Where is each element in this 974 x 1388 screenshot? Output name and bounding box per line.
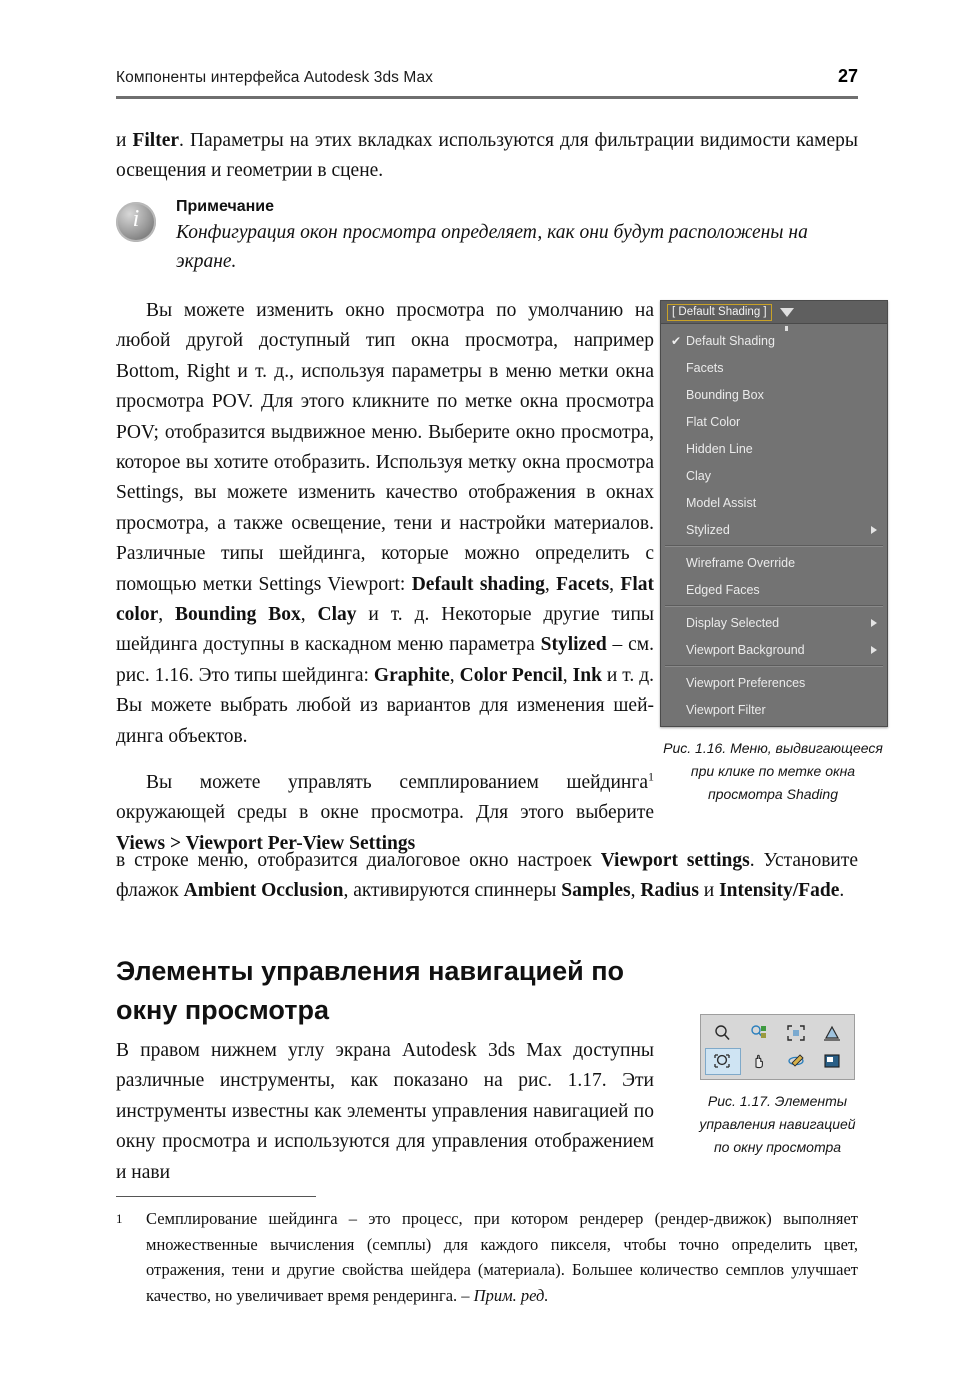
note-body — [176, 198, 858, 276]
zoom-extents-icon[interactable] — [778, 1019, 814, 1047]
menu-item[interactable] — [661, 669, 887, 696]
menu-separator — [665, 545, 883, 547]
paragraph-viewport-shading: Вы можете изменить окно просмотра по умолчанию на любой другой доступный тип окна просмотра, например Bottom, Right и т. д., используя параметры в меню метки окна просмотра POV. Для этого кликните по метке окна просмотра POV; отобразится выдвижное меню. Выберите окно просмотра, которое вы хотите отобразить. Используя метку окна просмотра Settings, вы можете изменить качество отображения в окнах просмотра, а также освещение, тени и настройки материалов. Различные типы шейдинга, которые можно определить с помощью метки Settings Viewport: Default shading, Facets, Flat color, Bounding Box, Clay и т. д. Некоторые другие типы шейдинга доступны в каскадном меню параметра Stylized – см. рис. 1.16. Это типы шейдинга: Graphite, Color Pencil, Ink и т. д. Вы можете выбрать любой из вариантов для изменения шейдинга объектов. — [116, 300, 655, 747]
menu-item-label: Default Shading — [686, 333, 775, 348]
page-number: 27 — [837, 66, 858, 86]
footnote-number: 1 — [116, 1211, 123, 1226]
figure-1-17-caption: Рис. 1.17. Элементы управления навигацией по окну просмотра — [699, 1093, 856, 1155]
menu-item[interactable] — [661, 489, 887, 516]
figure-1-17 — [690, 1014, 865, 1159]
menu-item[interactable] — [661, 516, 887, 543]
menu-item[interactable] — [661, 381, 887, 408]
menu-item[interactable] — [661, 696, 887, 723]
menu-item-label: Model Assist — [686, 495, 757, 510]
menu-item-label: Bounding Box — [686, 387, 764, 402]
paragraph-navigation: В правом нижнем углу экрана Autodesk 3ds Max доступны различные инструменты, как показано на рис. 1.17. Эти инструменты известны как элементы управления навигацией по окну просмотра и используются для управления отображением и нави — [116, 1040, 654, 1183]
paragraph-viewport-settings: в строке меню, отобразится диалоговое окно настроек Viewport settings. Установите флажок Ambient Occlusion, активируются спиннеры Samples, Radius и Intensity/Fade. — [116, 850, 859, 902]
menu-item[interactable] — [661, 327, 887, 354]
menu-item[interactable] — [661, 576, 887, 603]
menu-item-label: Wireframe Override — [686, 555, 796, 570]
menu-item-label: Hidden Line — [686, 441, 753, 456]
viewport-navigation-toolbar[interactable] — [700, 1014, 855, 1080]
menu-item[interactable] — [661, 462, 887, 489]
filter-funnel-icon[interactable] — [780, 308, 794, 317]
paragraph-intro: и Filter. Параметры на этих вкладках используются для фильтрации видимости камеры освещения и геометрии в сцене. — [116, 130, 858, 182]
menu-item-label: Stylized — [686, 522, 730, 537]
submenu-arrow-icon — [871, 619, 877, 627]
menu-item-label: Facets — [686, 360, 724, 375]
shading-menu-header — [661, 301, 887, 324]
footnote-text: Семплирование шейдинга – это процесс, при котором рендерер (рендер-движок) выполняет множественные вычисления (семплы) для каждого пикселя, чтобы точно определить цвет, отражения, тени и другие свойства шейдера (материала). Большее количество семплов улучшает качество, но увеличивает время рендеринга. – Прим. ред. — [146, 1209, 858, 1305]
section-heading: Элементы управления навигацией по окну просмотра — [116, 956, 625, 1025]
running-head — [116, 66, 858, 87]
info-icon — [116, 202, 156, 242]
checkmark-icon: ✔ — [670, 333, 682, 348]
footnote-divider — [116, 1196, 316, 1197]
note-text: Конфигурация окон просмотра определяет, как они будут расположены на экране. — [176, 222, 808, 272]
maximize-viewport-icon[interactable] — [815, 1048, 851, 1076]
menu-item[interactable] — [661, 609, 887, 636]
menu-item[interactable] — [661, 435, 887, 462]
paragraph-sampling: Вы можете управлять семплированием шейдинга$^1$ окружающей среды в окне просмотра. Для этого выберите Views > Viewport Per-View Settings — [116, 769, 654, 854]
menu-item-label: Display Selected — [686, 615, 780, 630]
menu-separator — [665, 665, 883, 667]
figure-1-16-caption: Рис. 1.16. Меню, выдвигающееся при клике по метке окна просмотра Shading — [663, 740, 883, 802]
zoom-all-icon[interactable] — [742, 1019, 778, 1047]
running-head-title: Компоненты интерфейса Autodesk 3ds Max — [116, 69, 434, 86]
submenu-arrow-icon — [871, 526, 877, 534]
note-title: Примечание — [176, 198, 275, 215]
menu-item-label: Flat Color — [686, 414, 741, 429]
menu-item[interactable] — [661, 354, 887, 381]
orbit-icon[interactable] — [778, 1048, 814, 1076]
menu-item-label: Clay — [686, 468, 712, 483]
shading-menu-label: [ Default Shading ] — [667, 304, 772, 321]
menu-item-label: Viewport Filter — [686, 702, 766, 717]
pan-icon[interactable] — [742, 1048, 778, 1076]
figure-1-16 — [660, 300, 886, 806]
shading-context-menu[interactable] — [660, 300, 888, 727]
zoom-region-icon[interactable] — [705, 1048, 741, 1076]
note-block — [116, 198, 858, 276]
header-divider — [116, 96, 858, 99]
menu-item[interactable] — [661, 549, 887, 576]
submenu-arrow-icon — [871, 646, 877, 654]
field-of-view-icon[interactable] — [815, 1019, 851, 1047]
zoom-icon[interactable] — [705, 1019, 741, 1047]
menu-separator — [665, 605, 883, 607]
menu-item-label: Viewport Background — [686, 642, 805, 657]
menu-item-label: Edged Faces — [686, 582, 760, 597]
menu-item-label: Viewport Preferences — [686, 675, 806, 690]
footnote — [116, 1206, 858, 1308]
menu-item[interactable] — [661, 408, 887, 435]
shading-menu-items — [661, 324, 887, 726]
menu-item[interactable] — [661, 636, 887, 663]
